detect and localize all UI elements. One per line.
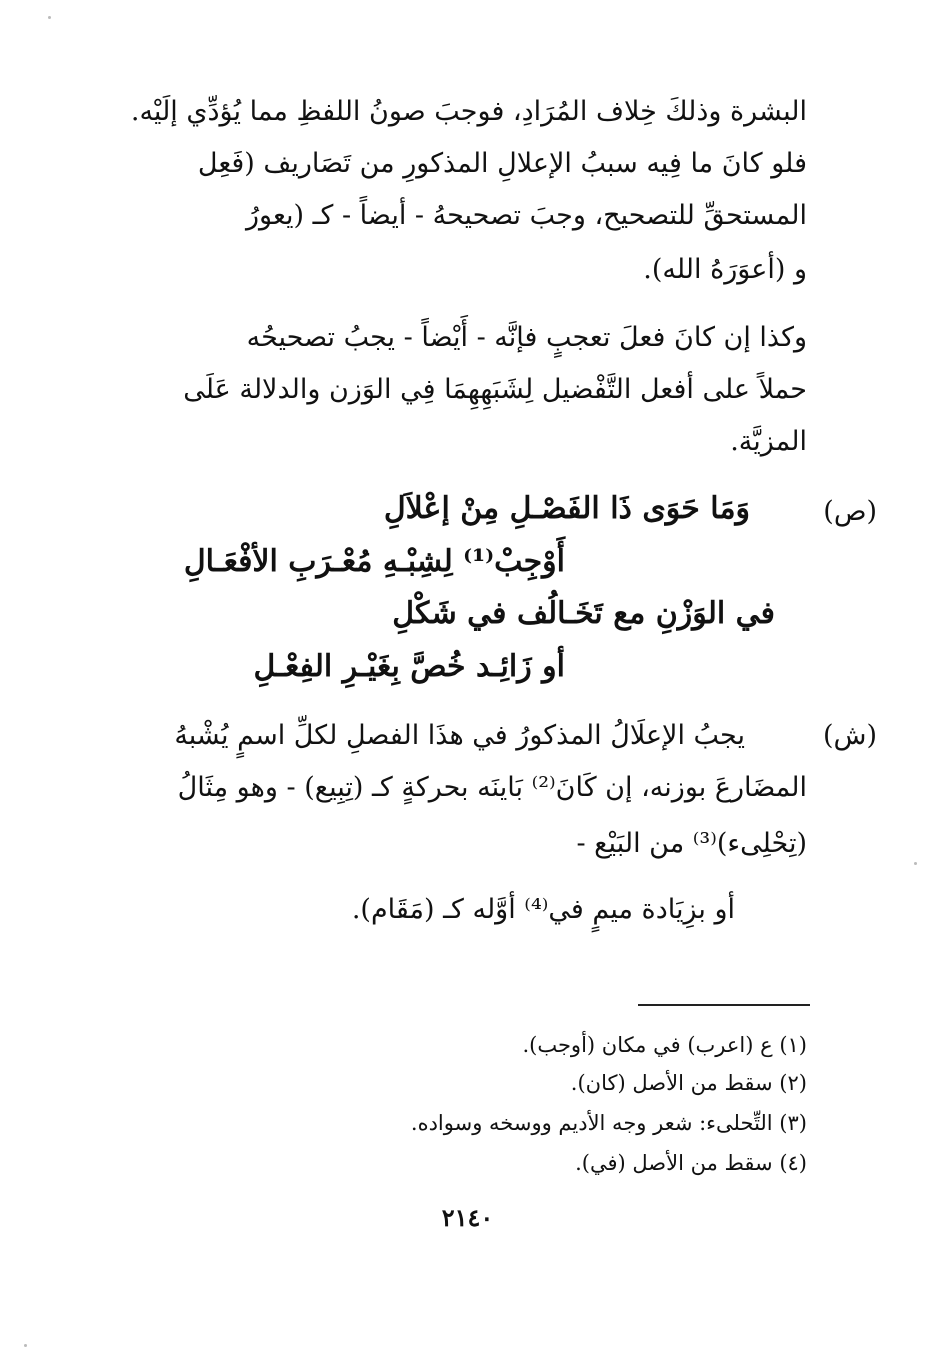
- poem-verse-3: في الوَزْنِ مع تَخَـالُف في شَكْلِ: [392, 596, 775, 631]
- body-line-7: المزيَّة.: [730, 426, 807, 457]
- footnote-4: (٤) سقط من الأصل (في).: [575, 1151, 807, 1175]
- poem-verse-4: أو زَائِـد خُصَّ بِغَيْـرِ الفِعْـلِ: [253, 649, 565, 684]
- commentary-marker: (ش): [822, 720, 877, 751]
- poem-marker: (ص): [823, 496, 877, 527]
- footnote-separator: [638, 1004, 810, 1006]
- body-line-5: وكذا إن كانَ فعلَ تعجبٍ فإنَّه - أَيْضاً - يجبُ تصحيحُه: [246, 322, 807, 353]
- scan-speck: [48, 16, 51, 19]
- commentary-line-3: (تِحْلِىء)⁽³⁾ من البَيْع -: [576, 828, 807, 859]
- commentary-line-4: أو بزِيَادة ميمٍ في⁽⁴⁾ أوَّله كـ (مَقَام).: [351, 894, 735, 925]
- footnote-2: (٢) سقط من الأصل (كان).: [570, 1071, 807, 1095]
- body-line-3: المستحقِّ للتصحيح، وجبَ تصحيحهُ - أيضاً - كـ (يعورُ: [245, 200, 807, 231]
- commentary-line-2: المضَارعَ بوزنه، إن كَانَ⁽²⁾ بَاينَه بحركةٍ كـ (تِبِيع) - وهو مِثَالُ: [177, 772, 807, 803]
- body-line-4: و (أعوَرَهُ الله).: [643, 254, 807, 285]
- page-number: ٢١٤٠: [441, 1203, 494, 1232]
- footnote-1: (١) ع (اعرب) في مكان (أوجب).: [522, 1033, 807, 1057]
- body-line-2: فلو كانَ ما فِيه سببُ الإعلالِ المذكورِ من تَصَاريف (فَعِل: [197, 148, 807, 179]
- body-line-6: حملاً على أفعل التَّفْضيل لِشَبَهِهِمَا فِي الوَزن والدلالة عَلَى: [183, 374, 807, 405]
- poem-verse-2: أَوْجِبْ⁽¹⁾ لِشِبْـهِ مُعْـرَبِ الأفْعَـالِ: [183, 544, 565, 579]
- commentary-line-1: يجبُ الإعلَالُ المذكورُ في هذَا الفصلِ لكلِّ اسمٍ يُشْبهُ: [174, 720, 745, 751]
- footnote-3: (٣) التِّحلىء: شعر وجه الأديم ووسخه وسواده.: [410, 1111, 807, 1135]
- poem-verse-1: وَمَا حَوَى ذَا الفَصْـلِ مِنْ إعْلاَلِ: [383, 491, 750, 526]
- body-line-1: البشرة وذلكَ خِلاف المُرَادِ، فوجبَ صونُ اللفظِ مما يُؤدِّي إلَيْه.: [130, 96, 807, 127]
- scan-speck: [914, 862, 917, 865]
- scan-speck: [24, 1344, 27, 1347]
